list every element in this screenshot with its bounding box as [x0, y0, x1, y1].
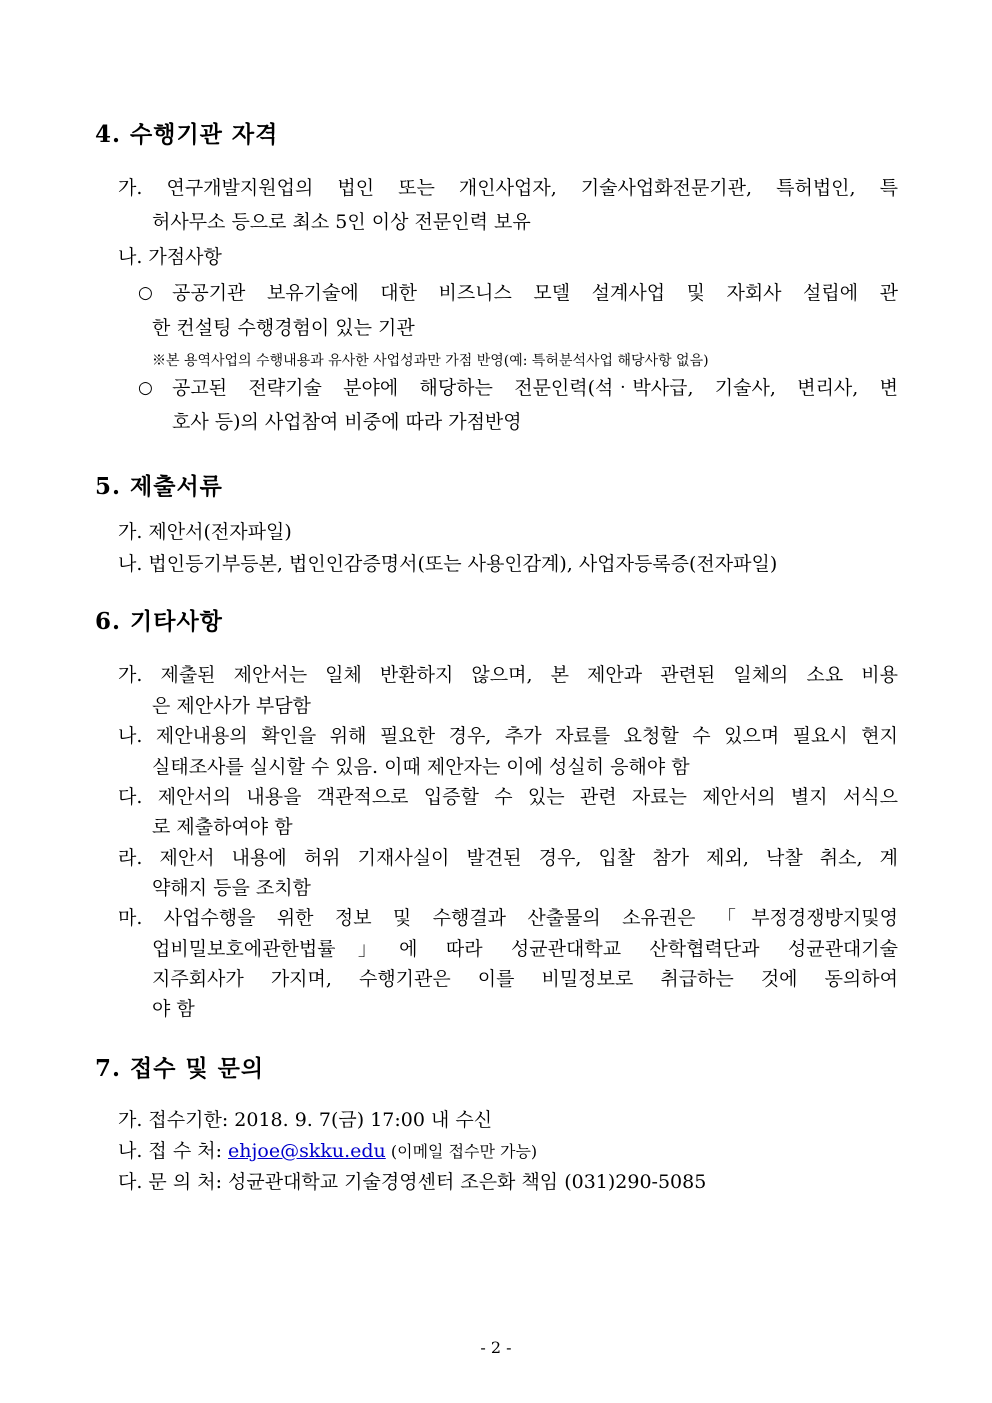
bullet-circle-icon: ○ — [138, 378, 153, 398]
page-number: - 2 - — [480, 1338, 512, 1357]
s7-na-label: 나. 접 수 처: — [118, 1140, 229, 1162]
s4-bullet1-line2: 한 컨설팅 수행경험이 있는 기관 — [152, 317, 415, 339]
s6-item-ma-line3: 지주회사가 가지며, 수행기관은 이를 비밀정보로 취급하는 것에 동의하여 — [152, 968, 898, 990]
s7-item-ga: 가. 접수기한: 2018. 9. 7(금) 17:00 내 수신 — [118, 1109, 493, 1131]
section-6-heading: 6. 기타사항 — [95, 608, 223, 635]
s6-item-ma-line2: 업비밀보호에관한법률」에 따라 성균관대학교 산학협력단과 성균관대기술 — [152, 938, 898, 960]
s7-item-na — [118, 1139, 537, 1164]
s6-item-ma-line4: 야 함 — [152, 998, 195, 1020]
section-5-heading: 5. 제출서류 — [95, 473, 223, 500]
s6-item-ra-line1: 라. 제안서 내용에 허위 기재사실이 발견된 경우, 입찰 참가 제외, 낙찰 취소, 계 — [118, 847, 898, 869]
s6-item-na-line1: 나. 제안내용의 확인을 위해 필요한 경우, 추가 자료를 요청할 수 있으며 필요시 현지 — [118, 725, 898, 747]
section-7-heading: 7. 접수 및 문의 — [95, 1055, 265, 1082]
email-link[interactable]: ehjoe@skku.edu — [228, 1140, 386, 1162]
s6-item-da-line1: 다. 제안서의 내용을 객관적으로 입증할 수 있는 관련 자료는 제안서의 별지 서식으 — [118, 786, 898, 808]
s4-note: ※본 용역사업의 수행내용과 유사한 사업성과만 가점 반영(예: 특허분석사업 해당사항 없음) — [152, 353, 709, 369]
section-4-heading: 4. 수행기관 자격 — [95, 121, 279, 148]
s4-item-ga-line2: 허사무소 등으로 최소 5인 이상 전문인력 보유 — [152, 211, 531, 233]
s4-bullet2-line1: 공고된 전략기술 분야에 해당하는 전문인력(석‧박사급, 기술사, 변리사, 변 — [172, 377, 898, 399]
s6-item-ma-line1: 마. 사업수행을 위한 정보 및 수행결과 산출물의 소유권은 「부정경쟁방지및영 — [118, 907, 898, 929]
s6-item-na-line2: 실태조사를 실시할 수 있음. 이때 제안자는 이에 성실히 응해야 함 — [152, 756, 690, 778]
s5-item-ga: 가. 제안서(전자파일) — [118, 521, 292, 543]
s6-item-da-line2: 로 제출하여야 함 — [152, 816, 293, 838]
s6-item-ga-line2: 은 제안사가 부담함 — [152, 695, 311, 717]
s6-item-ga-line1: 가. 제출된 제안서는 일체 반환하지 않으며, 본 제안과 관련된 일체의 소요 비용 — [118, 664, 898, 686]
s4-bullet2-line2: 호사 등)의 사업참여 비중에 따라 가점반영 — [172, 411, 522, 433]
s4-item-na: 나. 가점사항 — [118, 246, 222, 268]
bullet-circle-icon: ○ — [138, 283, 153, 303]
s7-na-note: (이메일 접수만 가능) — [385, 1142, 538, 1161]
s4-item-ga-line1: 가. 연구개발지원업의 법인 또는 개인사업자, 기술사업화전문기관, 특허법인, 특 — [118, 177, 898, 199]
s4-bullet1-line1: 공공기관 보유기술에 대한 비즈니스 모델 설계사업 및 자회사 설립에 관 — [172, 282, 898, 304]
s5-item-na: 나. 법인등기부등본, 법인인감증명서(또는 사용인감계), 사업자등록증(전자파일) — [118, 553, 778, 575]
s6-item-ra-line2: 약해지 등을 조치함 — [152, 877, 311, 899]
s7-item-da: 다. 문 의 처: 성균관대학교 기술경영센터 조은화 책임 (031)290-5085 — [118, 1171, 707, 1193]
